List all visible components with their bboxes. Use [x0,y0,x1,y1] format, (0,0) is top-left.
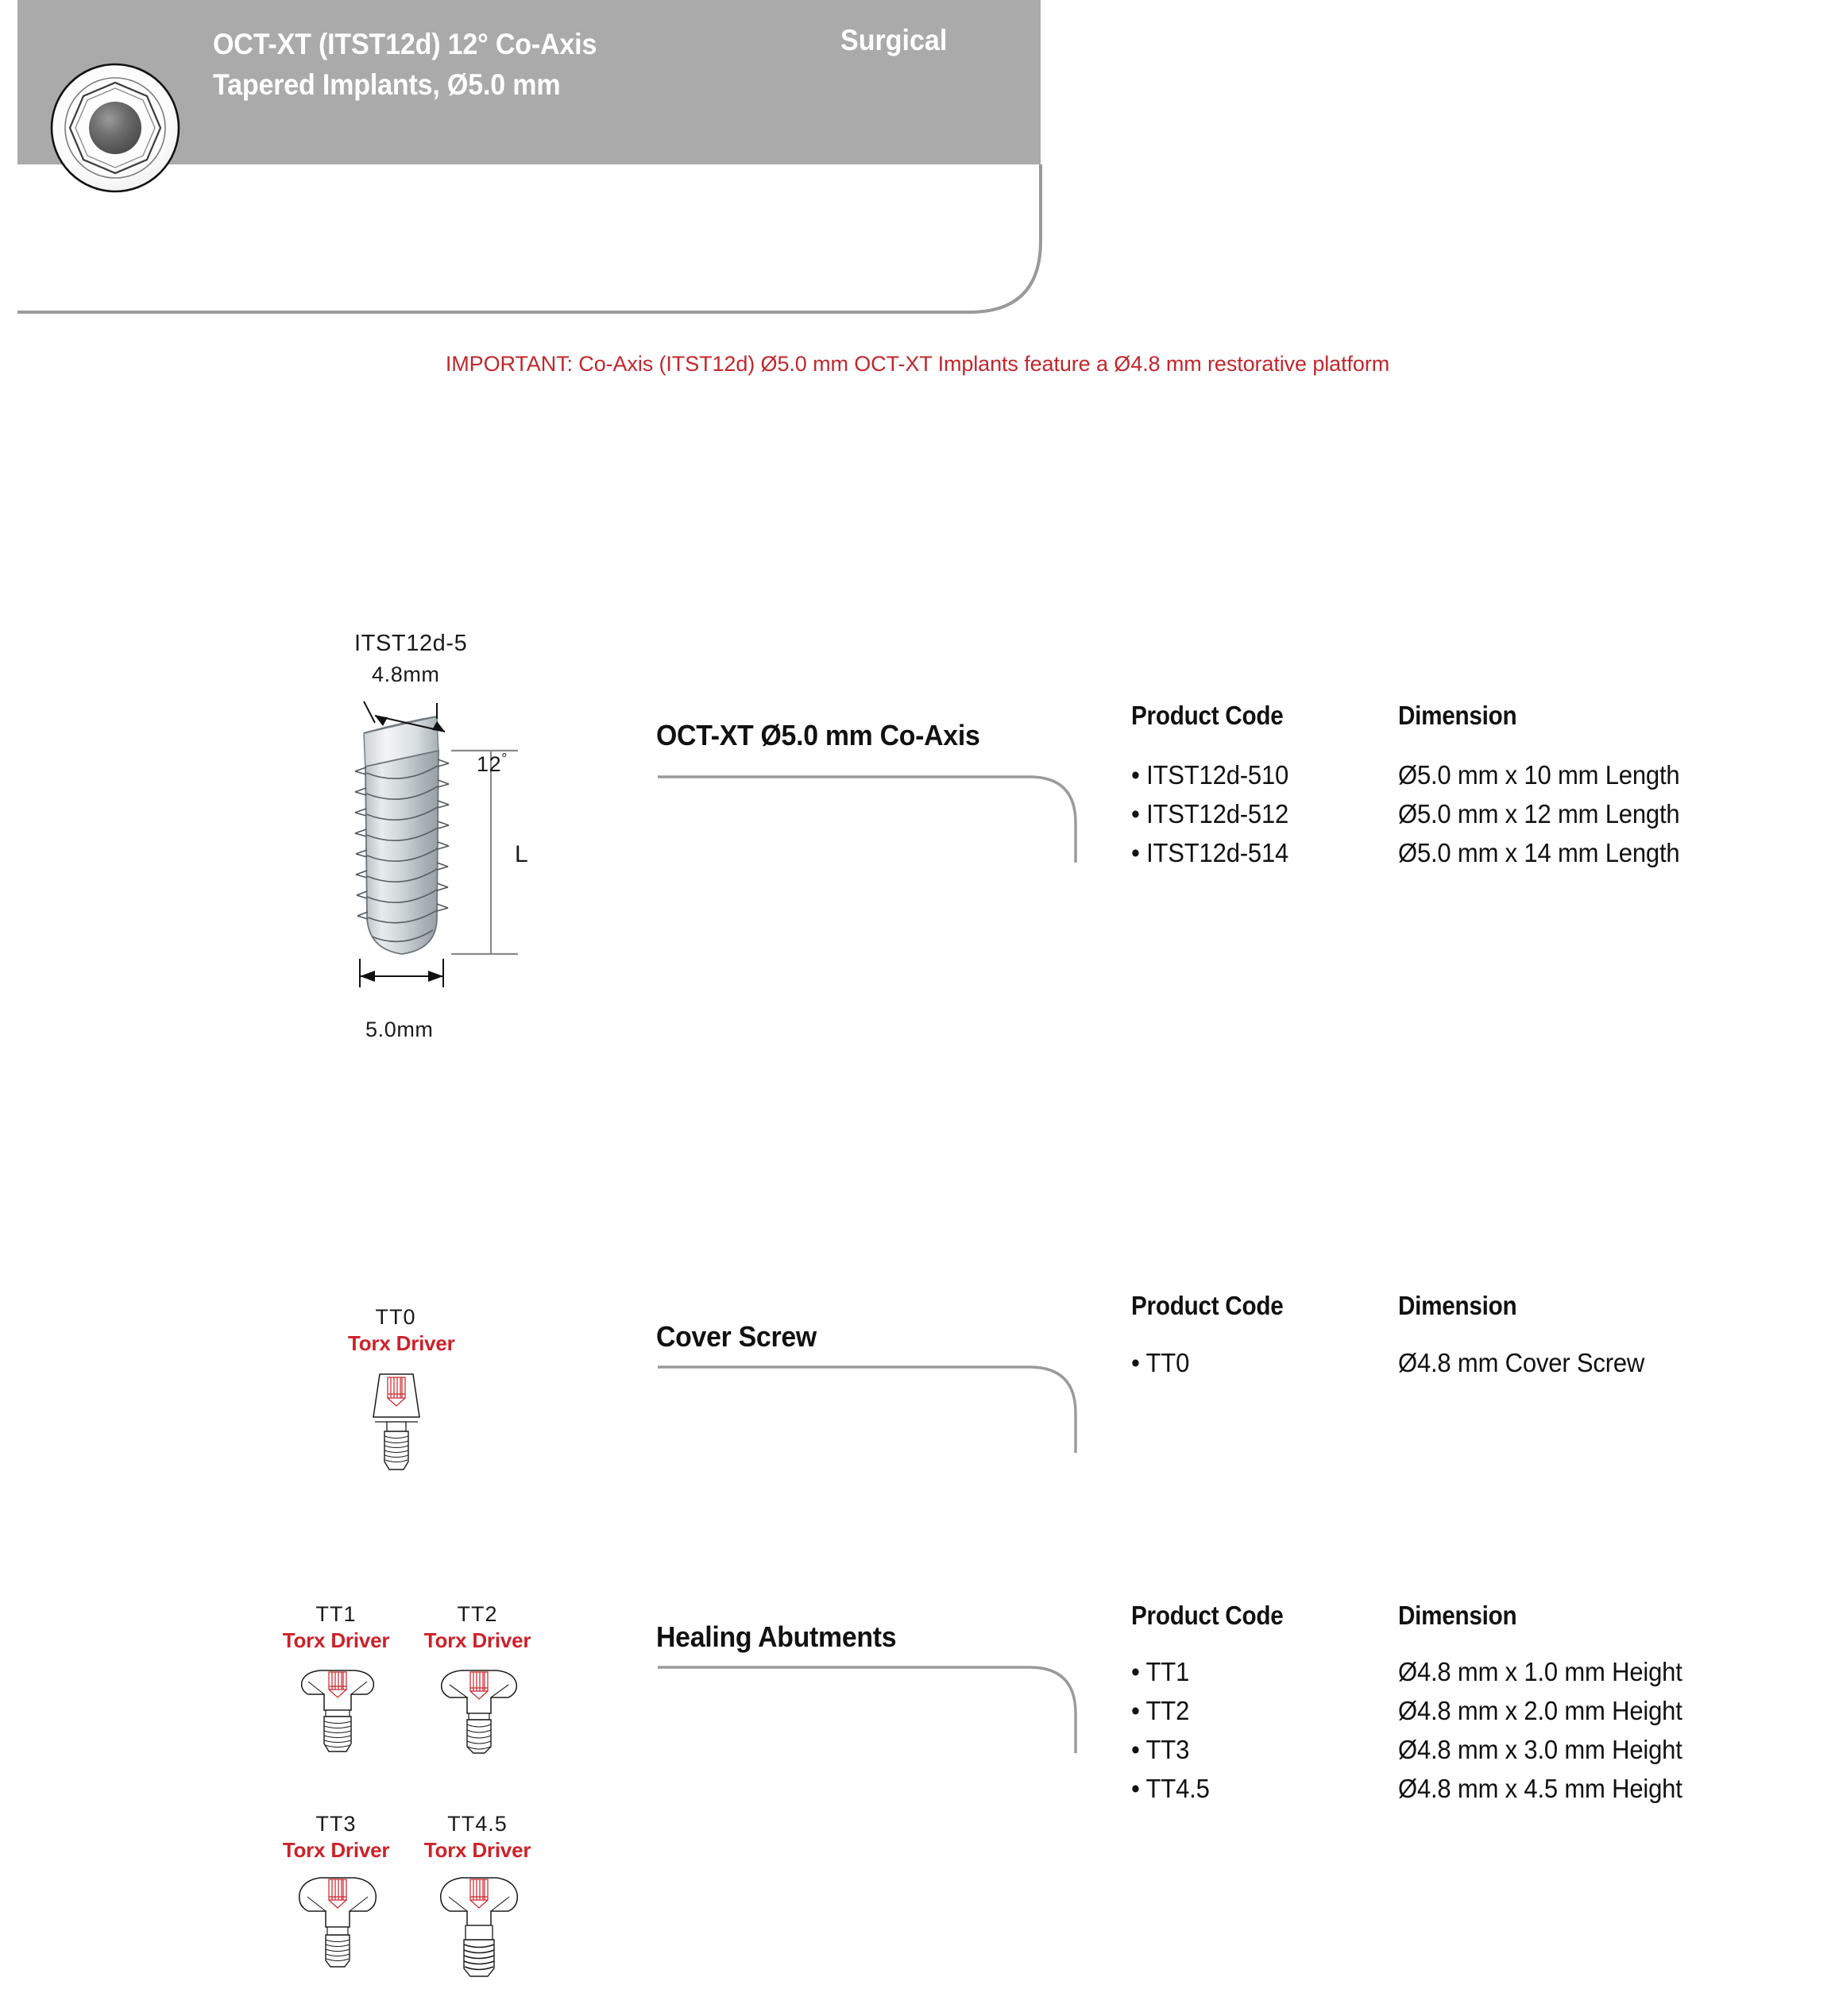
table-row [1131,760,1288,790]
implant-top-view-octagon-icon [49,62,181,194]
healing-abutment-drawing-tt2 [435,1664,523,1758]
dimension-value: Ø5.0 mm x 12 mm Length [1398,799,1680,828]
dimension-value: Ø5.0 mm x 14 mm Length [1398,838,1680,867]
implant-body-drawing [318,687,651,1060]
implant-angle-label: 12° [477,751,508,776]
implant-code-label: ITST12d-5 [354,631,468,656]
table-row [1131,1774,1210,1804]
part-label-tt45: TT4.5 [447,1812,508,1836]
healing-abutment-drawing-tt1 [294,1664,381,1758]
bullet-icon: • [1131,1774,1140,1803]
part-sublabel-tt0-driver: Torx Driver [348,1331,455,1355]
part-label-tt0: TT0 [375,1305,416,1329]
product-code: TT2 [1145,1696,1190,1725]
connector-line-cover-screw [656,1354,1085,1466]
part-sublabel-tt3-driver: Torx Driver [282,1838,390,1862]
header-surgical-title [213,24,768,105]
part-sublabel-tt1-driver: Torx Driver [282,1628,390,1652]
table-row [1131,838,1288,868]
bullet-icon: • [1131,1735,1140,1764]
connector-line-implants [656,764,1085,875]
healing-abutment-drawing-tt3 [294,1873,381,1972]
bullet-icon: • [1131,799,1140,828]
section-heading-cover-screw: Cover Screw [656,1320,817,1353]
part-sublabel-tt45-driver: Torx Driver [423,1838,531,1862]
product-code: TT4.5 [1145,1774,1210,1803]
healing-abutment-drawing-tt45 [435,1873,523,1980]
table-row [1131,1657,1189,1687]
col-header-dimension-cover-screw: Dimension [1398,1291,1517,1320]
product-code: TT3 [1145,1735,1190,1764]
dimension-value: Ø4.8 mm Cover Screw [1398,1348,1645,1377]
implant-diameter-label: 5.0mm [365,1018,434,1041]
product-code: TT1 [1145,1657,1190,1686]
part-sublabel-tt2-driver: Torx Driver [423,1628,531,1652]
bullet-icon: • [1131,760,1140,790]
dimension-value: Ø4.8 mm x 3.0 mm Height [1398,1735,1682,1764]
table-row [1131,1735,1189,1765]
col-header-dimension-healing-abutments: Dimension [1398,1601,1517,1630]
product-code: ITST12d-512 [1146,799,1289,828]
col-header-product-code-implants: Product Code [1131,701,1284,730]
col-header-product-code-cover-screw: Product Code [1131,1291,1284,1320]
implant-technical-drawing [318,620,651,1072]
dimension-value: Ø4.8 mm x 2.0 mm Height [1398,1696,1682,1725]
dimension-value: Ø5.0 mm x 10 mm Length [1398,760,1680,790]
header-surgical-title-line2: Tapered Implants, Ø5.0 mm [213,68,561,102]
header-surgical-tag: Surgical [840,24,948,56]
product-code: TT0 [1145,1348,1190,1377]
part-label-tt3: TT3 [315,1812,357,1836]
bullet-icon: • [1131,1696,1140,1725]
degree-symbol: ° [501,751,508,767]
implant-platform-label: 4.8mm [372,662,440,686]
part-label-tt2: TT2 [457,1602,498,1626]
table-row [1131,1696,1189,1726]
cover-screw-drawing-tt0 [365,1368,427,1476]
table-row [1131,1348,1189,1378]
important-note: IMPORTANT: Co-Axis (ITST12d) Ø5.0 mm OCT-XT Implants feature a Ø4.8 mm restorative platform [445,352,1390,376]
implant-length-label: L [515,841,529,867]
col-header-product-code-healing-abutments: Product Code [1131,1601,1284,1630]
connector-line-healing-abutments [656,1655,1085,1766]
part-label-tt1: TT1 [315,1602,357,1626]
product-code: ITST12d-514 [1146,838,1289,867]
bullet-icon: • [1131,1348,1140,1377]
bullet-icon: • [1131,838,1140,867]
col-header-dimension-implants: Dimension [1398,701,1517,730]
dimension-value: Ø4.8 mm x 1.0 mm Height [1398,1657,1682,1686]
section-heading-healing-abutments: Healing Abutments [656,1620,897,1653]
section-heading-implants: OCT-XT Ø5.0 mm Co-Axis [656,719,980,751]
bullet-icon: • [1131,1657,1140,1686]
header-surgical-title-line1: OCT-XT (ITST12d) 12° Co-Axis [213,28,597,60]
table-row [1131,799,1288,829]
product-code: ITST12d-510 [1146,760,1289,790]
dimension-value: Ø4.8 mm x 4.5 mm Height [1398,1774,1682,1803]
